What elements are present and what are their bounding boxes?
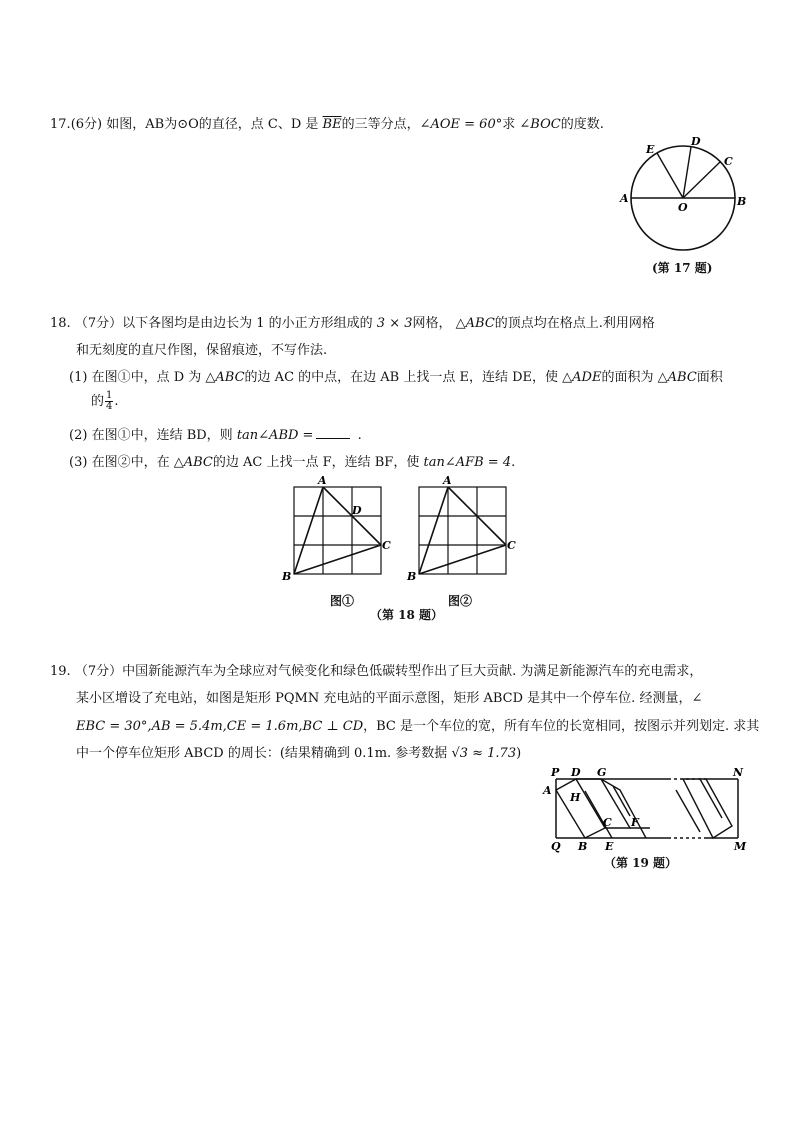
q19-line-gf bbox=[613, 786, 630, 816]
q19-label-h: H bbox=[570, 791, 581, 804]
q18-frac-num: 1 bbox=[106, 390, 113, 401]
q18-p1-tri3: △ABC bbox=[657, 370, 697, 385]
q19-number: 19. bbox=[50, 664, 71, 679]
q19-label-n: N bbox=[733, 766, 744, 779]
q17-text-3: 求 bbox=[502, 117, 516, 132]
q17-number: 17. bbox=[50, 117, 71, 132]
q18-fig1-label-d: D bbox=[352, 504, 362, 517]
q17-caption: (第 17 题) bbox=[652, 261, 713, 275]
q19-caption: （第 19 题） bbox=[604, 856, 678, 870]
q18-p3-num: (3) bbox=[69, 455, 88, 470]
q19-label-p: P bbox=[551, 766, 560, 779]
q17-text-1: 如图，AB为⊙O的直径，点 C、D 是 bbox=[106, 117, 319, 132]
q17-text-4: 的度数. bbox=[560, 117, 604, 132]
q17-label-o: O bbox=[678, 201, 688, 214]
q19-stalls bbox=[556, 779, 732, 838]
q18-grid-size: 3 × 3 bbox=[376, 316, 413, 331]
q17-target: ∠BOC bbox=[519, 117, 561, 132]
q19-label-d: D bbox=[571, 766, 581, 779]
q19-stall-abcd bbox=[556, 779, 605, 838]
q18-fig1-label-a: A bbox=[318, 474, 327, 487]
q18-p3-tri: △ABC bbox=[173, 455, 213, 470]
q18-p3-expr: tan∠AFB = 4. bbox=[423, 455, 516, 470]
q17-label-a: A bbox=[620, 192, 629, 205]
q17-text-2: 的三等分点， bbox=[341, 117, 420, 132]
q19-text-4: 中一个停车位矩形 ABCD 的周长：(结果精确到 0.1m. 参考数据 bbox=[76, 746, 448, 761]
q19-label-b: B bbox=[578, 840, 588, 853]
q19-sqrt-ref: √3 ≈ 1.73 bbox=[451, 746, 517, 761]
q18-intro-3: 的顶点均在格点上.利用网格 bbox=[494, 316, 655, 331]
q18-p1-b: 的边 AC 的中点，在边 AB 上找一点 E，连结 DE，使 bbox=[244, 370, 559, 385]
q17-label-d: D bbox=[691, 135, 701, 148]
q18-p1-d: 面积 bbox=[696, 370, 723, 385]
q17-label-e: E bbox=[646, 143, 655, 156]
q17-label-b: B bbox=[737, 195, 747, 208]
q19-text-1: 中国新能源汽车为全球应对气候变化和绿色低碳转型作出了巨大贡献. 为满足新能源汽车的充电需求， bbox=[122, 664, 703, 679]
q18-intro-line2: 和无刻度的直尺作图，保留痕迹，不写作法. bbox=[76, 343, 328, 358]
q19-line2: 某小区增设了充电站，如图是矩形 PQMN 充电站的平面示意图，矩形 ABCD 是其中一个停车位. 经测量，∠ bbox=[76, 691, 703, 706]
q18-intro-1: 以下各图均是由边长为 1 的小正方形组成的 bbox=[122, 316, 373, 331]
q19-label-f: F bbox=[631, 816, 639, 829]
q19-label-a: A bbox=[543, 784, 552, 797]
q18-p1-tri2: △ADE bbox=[562, 370, 602, 385]
q19-text-3: ，BC 是一个车位的宽，所有车位的长宽相同，按图示并列划定. 求其 bbox=[363, 719, 760, 734]
q18-frac-den: 4 bbox=[106, 401, 113, 412]
q17-arc: $\overline{BE}$ bbox=[322, 117, 342, 132]
q18-p1-end: . bbox=[114, 394, 119, 409]
q18-p1-a: 在图①中，点 D 为 bbox=[91, 370, 202, 385]
q18-score: （7分） bbox=[74, 316, 123, 331]
q18-caption: （第 18 题） bbox=[370, 608, 444, 622]
q19-stall-last-2 bbox=[700, 779, 722, 818]
q19-expr: EBC = 30°,AB = 5.4m,CE = 1.6m,BC ⊥ CD bbox=[76, 719, 364, 734]
q18-intro-2: 网格， bbox=[412, 316, 452, 331]
q18-p2-a: 在图①中，连结 BD，则 bbox=[91, 428, 233, 443]
q19-label-c: C bbox=[603, 816, 612, 829]
q18-fig2-label-a: A bbox=[443, 474, 452, 487]
q18-p3-a: 在图②中，在 bbox=[91, 455, 170, 470]
q19-stall-3 bbox=[601, 779, 646, 838]
q18-fig1-label-c: C bbox=[382, 539, 391, 552]
q19-label-m: M bbox=[734, 840, 747, 853]
q17-label-c: C bbox=[724, 155, 733, 168]
q18-fig1-label: 图① bbox=[330, 594, 355, 608]
q18-p2-num: (2) bbox=[69, 428, 88, 443]
q18-number: 18. bbox=[50, 316, 71, 331]
q17-score: (6分) bbox=[70, 117, 103, 132]
q18-p1-e: 的 bbox=[91, 394, 105, 409]
q18-p1-num: (1) bbox=[69, 370, 88, 385]
q19-score: （7分） bbox=[74, 664, 123, 679]
q18-tri: △ABC bbox=[455, 316, 495, 331]
q19-label-e: E bbox=[605, 840, 614, 853]
q17-angle: ∠AOE = 60° bbox=[419, 117, 503, 132]
q18-p1-c: 的面积为 bbox=[601, 370, 654, 385]
q18-p1-tri: △ABC bbox=[205, 370, 245, 385]
q18-p2-expr: tan∠ABD = bbox=[236, 428, 314, 443]
q19-label-q: Q bbox=[551, 840, 561, 853]
q18-fig1-label-b: B bbox=[282, 570, 292, 583]
q19-label-g: G bbox=[597, 766, 607, 779]
q18-fig2-label-b: B bbox=[407, 570, 417, 583]
q18-p2-end: . bbox=[357, 428, 362, 443]
q19-stall-last-3 bbox=[676, 790, 700, 832]
q18-fig2-label: 图② bbox=[448, 594, 473, 608]
q18-p3-b: 的边 AC 上找一点 F，连结 BF，使 bbox=[212, 455, 420, 470]
q18-fig2-label-c: C bbox=[507, 539, 516, 552]
q19-text-5: ) bbox=[516, 746, 522, 761]
q19-stall-last bbox=[683, 779, 732, 838]
